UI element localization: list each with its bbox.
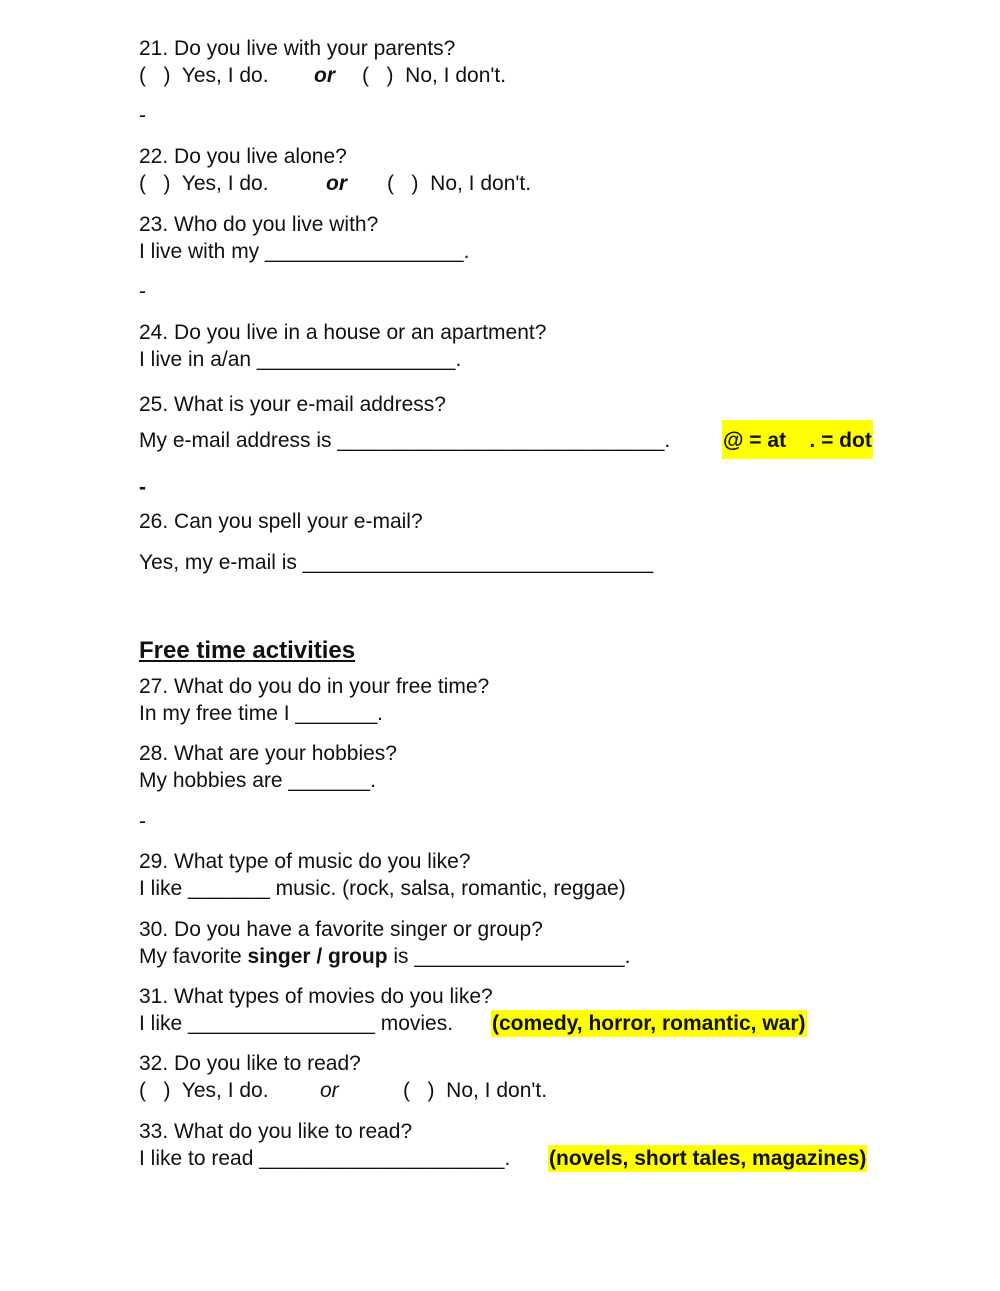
q21-no-option[interactable]: ( ) No, I don't.: [362, 64, 507, 87]
q33-hint: (novels, short tales, magazines): [549, 1147, 867, 1170]
q22-question: 22. Do you live alone?: [139, 145, 347, 168]
q25-answer-line[interactable]: My e-mail address is ____________________________.: [139, 429, 671, 452]
q27-answer-line[interactable]: In my free time I _______.: [139, 702, 383, 725]
separator-dash: -: [139, 476, 146, 499]
q22-no-option[interactable]: ( ) No, I don't.: [387, 172, 532, 195]
q22-yes-option[interactable]: ( ) Yes, I do.: [139, 172, 269, 195]
q32-no-option[interactable]: ( ) No, I don't.: [403, 1079, 548, 1102]
separator-dash: -: [139, 104, 146, 127]
q23-answer-line[interactable]: I live with my _________________.: [139, 240, 470, 263]
q21-or: or: [314, 64, 335, 87]
q30-answer-prefix: My favorite: [139, 945, 248, 968]
q24-answer-line[interactable]: I live in a/an _________________.: [139, 348, 462, 371]
q32-question: 32. Do you like to read?: [139, 1052, 361, 1075]
q30-answer-bold: singer / group: [247, 945, 388, 968]
q31-hint: (comedy, horror, romantic, war): [492, 1012, 806, 1035]
q28-question: 28. What are your hobbies?: [139, 742, 397, 765]
q29-answer-line[interactable]: I like _______ music. (rock, salsa, romantic, reggae): [139, 877, 626, 900]
q26-answer-line[interactable]: Yes, my e-mail is ______________________________: [139, 551, 654, 574]
q29-question: 29. What type of music do you like?: [139, 850, 471, 873]
q30-answer-suffix: is __________________.: [387, 945, 631, 968]
q28-answer-line[interactable]: My hobbies are _______.: [139, 769, 376, 792]
q21-yes-option[interactable]: ( ) Yes, I do.: [139, 64, 269, 87]
q23-question: 23. Who do you live with?: [139, 213, 379, 236]
q33-answer-line[interactable]: I like to read _____________________.: [139, 1147, 511, 1170]
q26-question: 26. Can you spell your e-mail?: [139, 510, 423, 533]
q30-answer-line[interactable]: [139, 943, 630, 970]
q30-question: 30. Do you have a favorite singer or group?: [139, 918, 543, 941]
separator-dash: -: [139, 280, 146, 303]
q32-or: or: [320, 1079, 339, 1102]
q22-or: or: [326, 172, 347, 195]
section-title: Free time activities: [139, 637, 356, 664]
q21-question: 21. Do you live with your parents?: [139, 37, 456, 60]
separator-dash: -: [139, 810, 146, 833]
q31-answer-line[interactable]: I like ________________ movies.: [139, 1012, 454, 1035]
q31-question: 31. What types of movies do you like?: [139, 985, 493, 1008]
q32-yes-option[interactable]: ( ) Yes, I do.: [139, 1079, 269, 1102]
q33-question: 33. What do you like to read?: [139, 1120, 413, 1143]
q25-hint: @ = at . = dot: [722, 420, 873, 459]
q27-question: 27. What do you do in your free time?: [139, 675, 490, 698]
q25-question: 25. What is your e-mail address?: [139, 393, 446, 416]
q24-question: 24. Do you live in a house or an apartment?: [139, 321, 547, 344]
